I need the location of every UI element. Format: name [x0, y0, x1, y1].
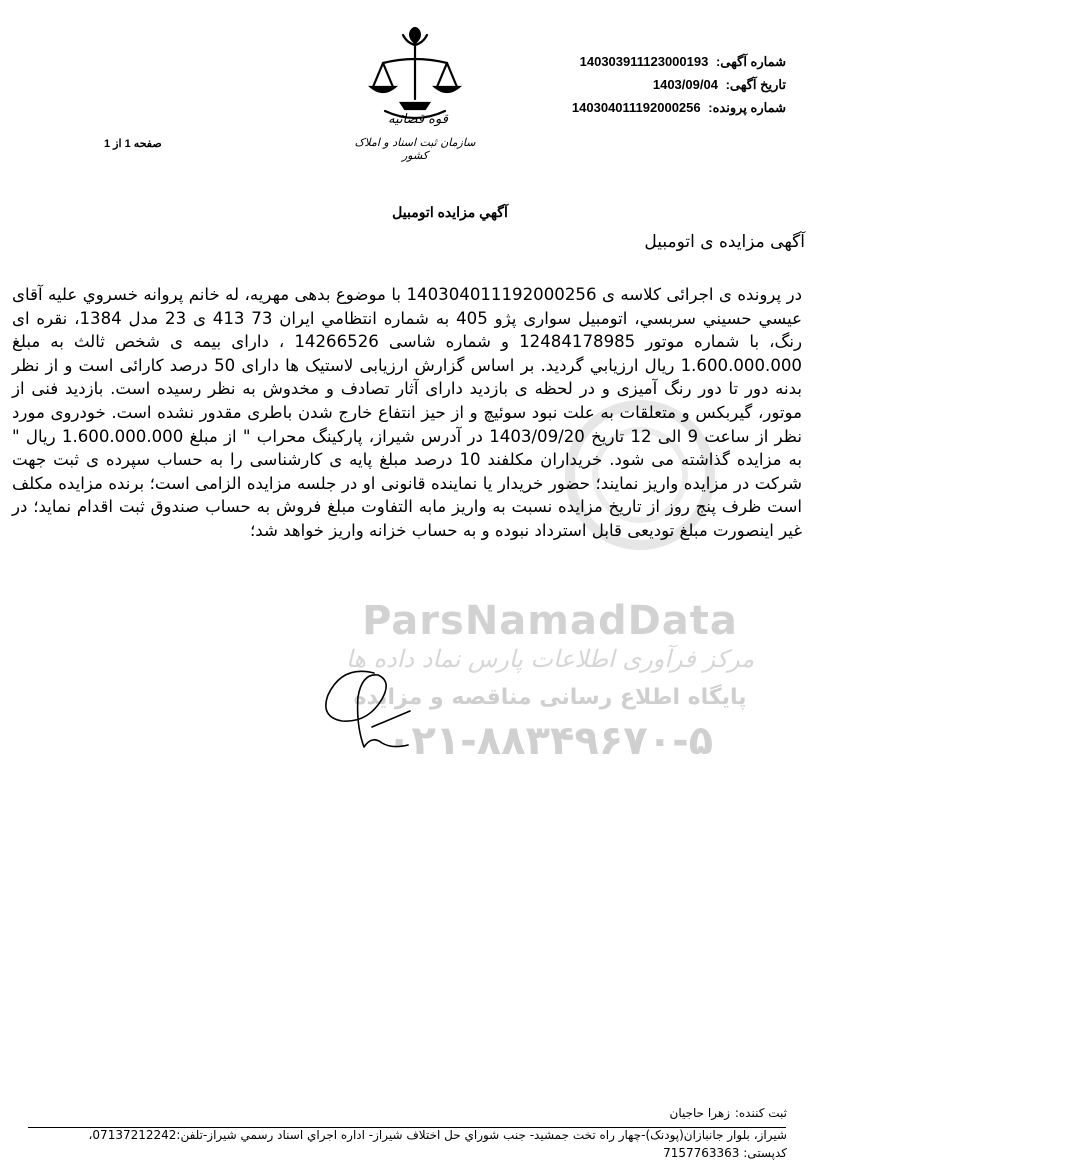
registrar-label: ثبت کننده:: [734, 1106, 787, 1120]
file-number-label: شماره پرونده:: [708, 100, 786, 115]
page-title: آگهي مزايده اتومبيل: [392, 204, 508, 220]
file-number-row: [572, 100, 786, 116]
notice-number-label: شماره آگهی:: [715, 54, 786, 69]
watermark-company-line: مرکز فرآوری اطلاعات پارس نماد داده ها: [345, 645, 755, 673]
logo-caption-judiciary: قوه قضائیه: [388, 112, 448, 127]
watermark-phone: ۰۲۱-۸۸۳۴۹۶۷۰-۵: [386, 718, 714, 764]
watermark-brand: ParsNamadData: [362, 598, 738, 644]
notice-number-row: [580, 54, 786, 70]
file-number: 140304011192000256: [571, 100, 701, 115]
notice-date-row: [653, 77, 786, 93]
notice-date-label: تاریخ آگهی:: [725, 77, 786, 92]
notice-body: در پرونده ی اجرائی کلاسه ی 140304011192000256 با موضوع بدهی مهریه، له خانم پروانه خسروي علیه آقای عیسي حسيني سربسي، اتومبیل سواری پژو 405 به شماره انتظامي ایران 73 413 ی 23 مدل 1384، نقره ای رنگ، با شماره موتور 12484178985 و شماره شاسی 14266526 ، دارای بیمه ی شخص ثالث به مبلغ 1.600.000.000 ریال ارزیابي گردید. بر اساس گزارش ارزیابی لاستیک ها دارای 50 درصد کارائی است و از نظر بدنه دور تا دور رنگ آمیزی و در لحظه ی بازدید دارای آثار تصادف و مخدوش به نظر رسیده است. بازدید فنی از موتور، گیربکس و متعلقات به علت نبود سوئیچ و از حیز انتفاع خارج شدن باطری مقدور نشده است. خودروی مورد نظر از ساعت 9 الی 12 تاریخ 1403/09/20 در آدرس شیراز، پارکینگ محراب " از مبلغ 1.600.000.000 ریال " به مزایده گذاشته می شود. خریداران مکلفند 10 درصد مبلغ پایه ی کارشناسی را به حساب سپرده ی ثبت جهت شرکت در مزایده واریز نمایند؛ حضور خریدار یا نماینده قانونی او در جلسه مزایده الزامی است؛ برنده مزایده مکلف است ظرف پنج روز از تاریخ مزایده نسبت به واریز مابه التفاوت مبلغ فروش به حساب صندوق ثبت اقدام نماید؛ در غیر اینصورت مبلغ تودیعی قابل استرداد نبوده و به حساب خزانه واریز خواهد شد؛: [12, 285, 802, 540]
footer-postal-code: کدپستی: 7157763363: [663, 1146, 787, 1160]
watermark-portal-line: پایگاه اطلاع رسانی مناقصه و مزایده: [353, 685, 747, 710]
notice-subtitle: آگهی مزایده ی اتومبیل: [644, 232, 805, 252]
registrar-name: زهرا حاجيان: [669, 1106, 730, 1120]
notice-date: 1403/09/04: [652, 77, 718, 92]
notice-number: 140303911123000193: [579, 54, 709, 69]
footer-address: شیراز، بلوار جانبازان(پودنک)-چهار راه تخت جمشید- جنب شوراي حل اختلاف شیراز- اداره اجراي اسناد رسمي شیراز-تلفن:07137212242،: [88, 1128, 787, 1142]
page-indicator: صفحه 1 از 1: [104, 138, 162, 150]
logo-caption-organization: سازمان ثبت اسناد و املاک کشور: [354, 136, 476, 162]
handwritten-signature-icon: [312, 655, 422, 760]
